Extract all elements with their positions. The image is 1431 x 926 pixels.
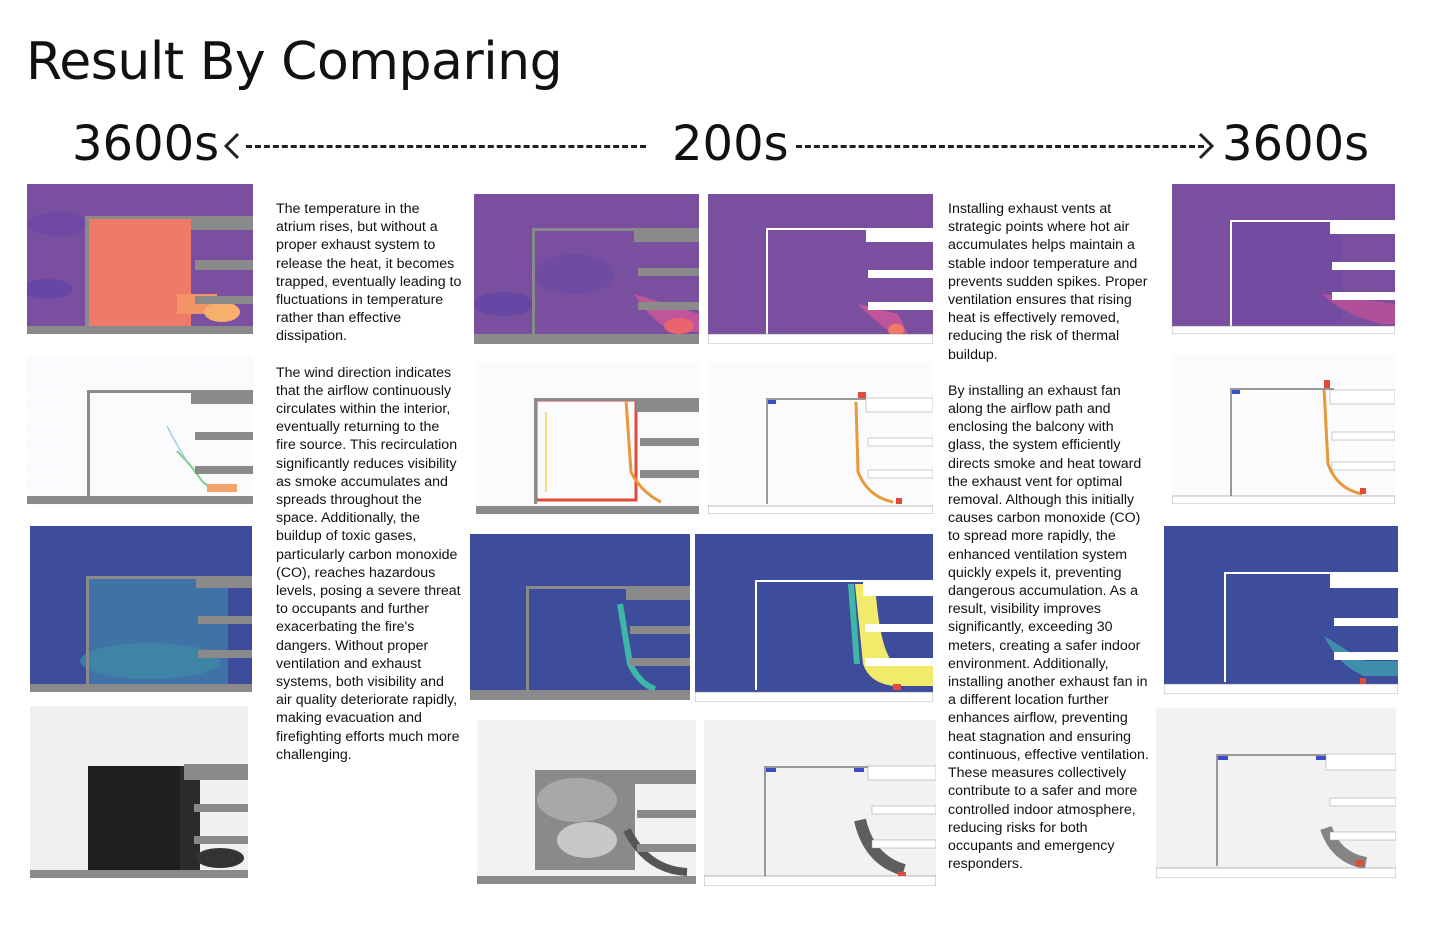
sim-temperature-3600s-with-exhaust xyxy=(1172,184,1395,334)
right-paragraph-temperature: Installing exhaust vents at strategic points where hot air accumulates helps maintain a stable indoor temperature and prevents sudden spikes. Proper ventilation ensures that rising heat is effectively removed, reducing the risk of thermal buildup. xyxy=(948,201,1148,363)
sim-visibility-3600s-no-exhaust xyxy=(30,706,248,878)
sim-temperature-200s-with-exhaust xyxy=(708,194,933,344)
sim-co-3600s-with-exhaust xyxy=(1164,526,1398,694)
sim-airflow-3600s-with-exhaust xyxy=(1172,354,1395,504)
sim-airflow-200s-with-exhaust xyxy=(708,362,933,514)
left-paragraph-airflow: The wind direction indicates that the airflow continuously circulates within the interior, eventually returning to the fire source. This recirculation significantly reduces visibility as smoke accumulates and spreads throughout the space. Additionally, the buildup of toxic gases, particularly carbon monoxide (CO), reaches hazardous levels, posing a severe threat to occupants and further exacerbating the fire's dangers. Without proper ventilation and exhaust systems, both visibility and air quality deteriorate rapidly, making evacuation and firefighting efforts much more challenging. xyxy=(276,364,461,763)
timeline-right-line xyxy=(796,145,1204,148)
right-paragraph-ventilation: By installing an exhaust fan along the airflow path and enclosing the balcony with glass, the system efficiently directs smoke and heat toward the exhaust vent for optimal removal. Although this initially causes carbon monoxide (CO) to spread more rapidly, the enhanced ventilation system quickly expels it, preventing dangerous accumulation. As a result, visibility improves significantly, exceeding 30 meters, creating a safer indoor environment. Additionally, installing another exhaust fan in a different location further enhances airflow, preventing heat stagnation and ensuring continuous, effective ventilation. These measures collectively contribute to a safer and more controlled indoor atmosphere, reducing risks for both occupants and emergency responders. xyxy=(948,382,1149,873)
sim-co-200s-no-exhaust xyxy=(470,534,690,700)
page-title: Result By Comparing xyxy=(26,32,563,92)
sim-airflow-3600s-no-exhaust xyxy=(27,356,253,506)
left-paragraph-temperature: The temperature in the atrium rises, but without a proper exhaust system to release the heat, it becomes trapped, eventually leading to fluctuations in temperature rather than effective dissipation. xyxy=(276,201,462,345)
arrow-left-icon xyxy=(222,131,242,161)
timeline-center-label: 200s xyxy=(672,116,789,172)
sim-visibility-200s-no-exhaust xyxy=(477,720,696,884)
right-description xyxy=(948,200,1154,891)
sim-temperature-200s-no-exhaust xyxy=(474,194,699,344)
sim-co-200s-with-exhaust xyxy=(695,534,933,702)
sim-visibility-3600s-with-exhaust xyxy=(1156,708,1396,878)
arrow-right-icon xyxy=(1196,131,1216,161)
sim-co-3600s-no-exhaust xyxy=(30,526,252,692)
sim-visibility-200s-with-exhaust xyxy=(704,720,936,886)
timeline-right-label: 3600s xyxy=(1222,116,1370,172)
sim-temperature-3600s-no-exhaust xyxy=(27,184,253,334)
sim-airflow-200s-no-exhaust xyxy=(476,362,699,514)
timeline-left-line xyxy=(246,145,646,148)
timeline-left-label: 3600s xyxy=(72,116,220,172)
timeline xyxy=(0,112,1431,176)
left-description xyxy=(276,200,462,782)
